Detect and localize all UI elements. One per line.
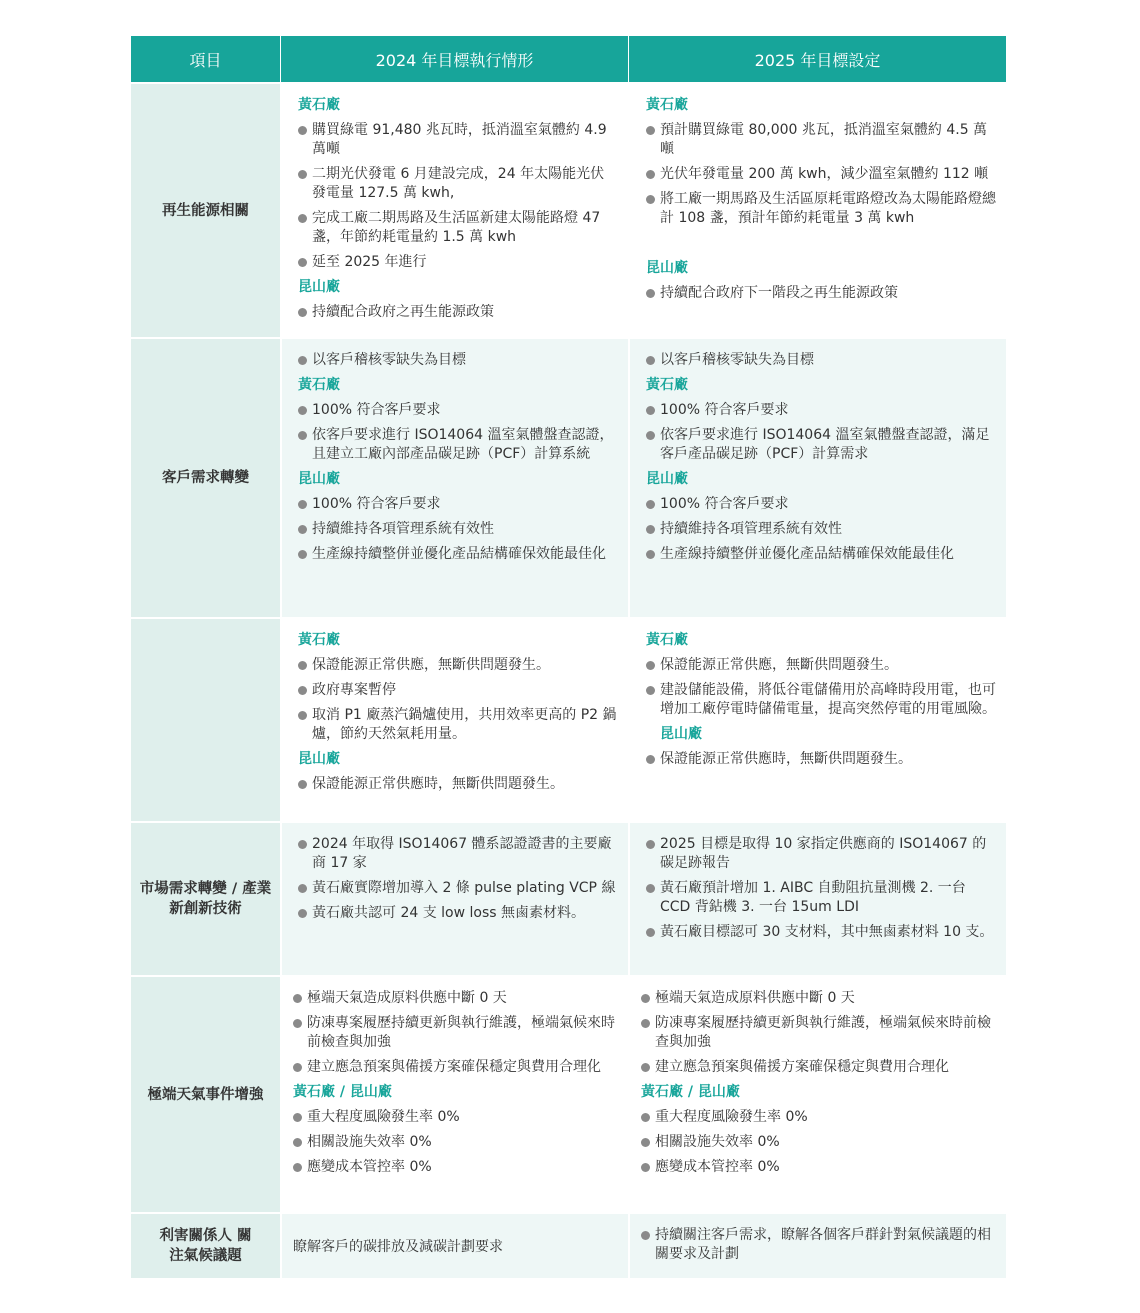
cell-2025: [628, 339, 1006, 617]
cell-2024: [280, 1214, 628, 1278]
list-item: 防凍專案履歷持續更新與執行維護，極端氣候來時前檢查與加強: [293, 1014, 618, 1052]
list-item: 以客戶稽核零缺失為目標: [646, 351, 996, 370]
table-row: [131, 1212, 1006, 1278]
list-item: 依客戶要求進行 ISO14064 溫室氣體盤查認證，滿足客戶產品碳足跡（PCF）計算需求: [646, 426, 996, 464]
row-item: 市場需求轉變 / 產業新創新技術: [131, 823, 280, 975]
list-item: 重大程度風險發生率 0%: [293, 1108, 618, 1127]
list-item: 防凍專案履歷持續更新與執行維護，極端氣候來時前檢查與加強: [641, 1014, 996, 1052]
list-item: 應變成本管控率 0%: [641, 1158, 996, 1177]
list-item: 黃石廠預計增加 1. AIBC 自動阻抗量測機 2. 一台 CCD 背鉆機 3. 一台 15um LDI: [646, 879, 996, 917]
list-item: 保證能源正常供應，無斷供問題發生。: [298, 656, 618, 675]
list-item: 保證能源正常供應時，無斷供問題發生。: [298, 775, 618, 794]
facility-label: 昆山廠: [660, 726, 702, 742]
list-item: 持續維持各項管理系統有效性: [646, 520, 996, 539]
list-item: 生產線持續整併並優化產品結構確保效能最佳化: [298, 545, 618, 564]
row-item: 極端天氣事件增強: [131, 977, 280, 1212]
list-item: 預計購買綠電 80,000 兆瓦，抵消溫室氣體約 4.5 萬噸: [646, 121, 996, 159]
cell-2024: [280, 84, 628, 337]
list-item: 建立應急預案與備援方案確保穩定與費用合理化: [641, 1058, 996, 1077]
list-item: 100% 符合客戶要求: [646, 495, 996, 514]
climate-targets-table: [131, 36, 1006, 1278]
table-header: [131, 36, 1006, 82]
list-item: 延至 2025 年進行: [298, 253, 618, 272]
cell-2025: [628, 84, 1006, 337]
table-row: [131, 337, 1006, 617]
list-item: 2024 年取得 ISO14067 體系認證證書的主要廠商 17 家: [298, 835, 618, 873]
list-item: 二期光伏發電 6 月建設完成，24 年太陽能光伏發電量 127.5 萬 kwh,: [298, 165, 618, 203]
cell-2025: [628, 619, 1006, 821]
list-item: 持續維持各項管理系統有效性: [298, 520, 618, 539]
list-item: 100% 符合客戶要求: [298, 495, 618, 514]
list-item: 100% 符合客戶要求: [298, 401, 618, 420]
facility-label: 黃石廠 / 昆山廠: [293, 1084, 392, 1100]
facility-label: 黃石廠: [646, 632, 688, 648]
list-item: 極端天氣造成原料供應中斷 0 天: [293, 989, 618, 1008]
facility-label: 昆山廠: [298, 279, 340, 295]
list-item: 光伏年發電量 200 萬 kwh，減少溫室氣體約 112 噸: [646, 165, 996, 184]
header-2025: 2025 年目標設定: [628, 36, 1006, 82]
cell-2024: [280, 619, 628, 821]
header-2024: 2024 年目標執行情形: [280, 36, 628, 82]
list-item: 保證能源正常供應時，無斷供問題發生。: [646, 750, 996, 769]
facility-label: 昆山廠: [298, 471, 340, 487]
row-item: 再生能源相關: [131, 84, 280, 337]
facility-label: 黃石廠: [646, 377, 688, 393]
facility-label: 昆山廠: [646, 471, 688, 487]
list-item: 持續配合政府之再生能源政策: [298, 303, 618, 322]
list-item: 將工廠一期馬路及生活區原耗電路燈改為太陽能路燈總計 108 盞，預計年節約耗電量 3 萬 kwh: [646, 190, 996, 228]
list-item: 完成工廠二期馬路及生活區新建太陽能路燈 47 盞，年節約耗電量約 1.5 萬 kwh: [298, 209, 618, 247]
table-row: [131, 617, 1006, 821]
cell-2025: [628, 1214, 1006, 1278]
cell-2025: [628, 977, 1006, 1212]
list-item: 購買綠電 91,480 兆瓦時，抵消溫室氣體約 4.9 萬噸: [298, 121, 618, 159]
table-row: [131, 821, 1006, 975]
row-item: 客戶需求轉變: [131, 339, 280, 617]
list-item: 持續關注客戶需求，瞭解各個客戶群針對氣候議題的相關要求及計劃: [641, 1226, 996, 1264]
cell-text: 瞭解客戶的碳排放及減碳計劃要求: [293, 1238, 503, 1255]
cell-2025: [628, 823, 1006, 975]
facility-label: 黃石廠: [298, 632, 340, 648]
facility-label: 黃石廠: [646, 97, 688, 113]
list-item: 黃石廠目標認可 30 支材料，其中無鹵素材料 10 支。: [646, 923, 996, 942]
list-item: 黃石廠共認可 24 支 low loss 無鹵素材料。: [298, 904, 618, 923]
list-item: 建設儲能設備，將低谷電儲備用於高峰時段用電，也可增加工廠停電時儲備電量，提高突然停電的用電風險。: [646, 681, 996, 719]
list-item: 黃石廠實際增加導入 2 條 pulse plating VCP 線: [298, 879, 618, 898]
list-item: 相關設施失效率 0%: [293, 1133, 618, 1152]
spacer: [646, 234, 996, 253]
list-item: 政府專案暫停: [298, 681, 618, 700]
list-item: 應變成本管控率 0%: [293, 1158, 618, 1177]
list-item: 依客戶要求進行 ISO14064 溫室氣體盤查認證，且建立工廠內部產品碳足跡（PCF）計算系統: [298, 426, 618, 464]
facility-label: 黃石廠: [298, 377, 340, 393]
table-row: [131, 975, 1006, 1212]
list-item: 重大程度風險發生率 0%: [641, 1108, 996, 1127]
list-item: 建立應急預案與備援方案確保穩定與費用合理化: [293, 1058, 618, 1077]
table-row: [131, 82, 1006, 337]
list-item: 取消 P1 廠蒸汽鍋爐使用，共用效率更高的 P2 鍋爐，節約天然氣耗用量。: [298, 706, 618, 744]
list-item: 2025 目標是取得 10 家指定供應商的 ISO14067 的碳足跡報告: [646, 835, 996, 873]
cell-2024: [280, 339, 628, 617]
list-item: 極端天氣造成原料供應中斷 0 天: [641, 989, 996, 1008]
list-item: 持續配合政府下一階段之再生能源政策: [646, 284, 996, 303]
facility-label: 黃石廠 / 昆山廠: [641, 1084, 740, 1100]
list-item: 保證能源正常供應，無斷供問題發生。: [646, 656, 996, 675]
cell-2024: [280, 977, 628, 1212]
row-item: 利害關係人 關注氣候議題: [131, 1214, 280, 1278]
facility-label: 昆山廠: [646, 260, 688, 276]
list-item: 相關設施失效率 0%: [641, 1133, 996, 1152]
row-item: [131, 619, 280, 821]
facility-label: 昆山廠: [298, 751, 340, 767]
list-item: 100% 符合客戶要求: [646, 401, 996, 420]
header-item: 項目: [189, 50, 222, 70]
facility-label: 黃石廠: [298, 97, 340, 113]
list-item: 以客戶稽核零缺失為目標: [298, 351, 618, 370]
list-item: 生產線持續整併並優化產品結構確保效能最佳化: [646, 545, 996, 564]
cell-2024: [280, 823, 628, 975]
